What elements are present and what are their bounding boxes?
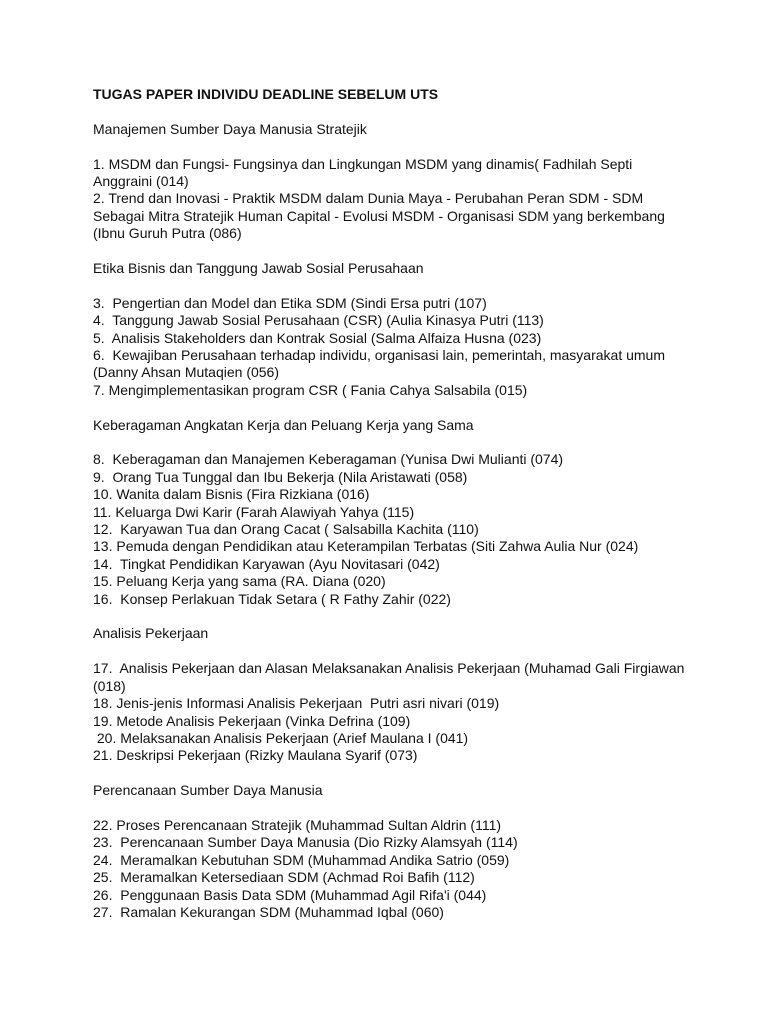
document-page (93, 86, 693, 921)
list-item: 22. Proses Perencanaan Stratejik (Muhammad Sultan Aldrin (111) (93, 816, 502, 833)
list-item: 1. MSDM dan Fungsi- Fungsinya dan Lingkungan MSDM yang dinamis( Fadhilah Septi Anggraini (014) (93, 155, 636, 189)
list-item: 26. Penggunaan Basis Data SDM (Muhammad Agil Rifa'i (044) (93, 886, 487, 903)
spacer (93, 765, 693, 782)
list-item: 20. Melaksanakan Analisis Pekerjaan (Arief Maulana I (041) (93, 729, 469, 746)
spacer (93, 277, 693, 294)
section-heading: Manajemen Sumber Daya Manusia Stratejik (93, 120, 367, 137)
list-item: 12. Karyawan Tua dan Orang Cacat ( Salsabilla Kachita (110) (93, 521, 479, 538)
spacer (93, 434, 693, 451)
spacer (93, 800, 693, 817)
list-item: 23. Perencanaan Sumber Daya Manusia (Dio Rizky Alamsyah (114) (93, 834, 518, 851)
list-item: 19. Metode Analisis Pekerjaan (Vinka Defrina (109) (93, 712, 411, 729)
list-item: 13. Pemuda dengan Pendidikan atau Keterampilan Terbatas (Siti Zahwa Aulia Nur (024) (93, 538, 639, 555)
spacer (93, 608, 693, 625)
list-item: 15. Peluang Kerja yang sama (RA. Diana (020) (93, 573, 386, 590)
list-item: 21. Deskripsi Pekerjaan (Rizky Maulana Syarif (073) (93, 747, 418, 764)
section-heading: Analisis Pekerjaan (93, 625, 209, 642)
list-item: 6. Kewajiban Perusahaan terhadap individu, organisasi lain, pemerintah, masyarakat umum (Danny Ahsan Mutaqien (056) (93, 347, 669, 381)
list-item: 11. Keluarga Dwi Karir (Farah Alawiyah Yahya (115) (93, 503, 415, 520)
list-item: 7. Mengimplementasikan program CSR ( Fania Cahya Salsabila (015) (93, 381, 528, 398)
list-item: 8. Keberagaman dan Manajemen Keberagaman (Yunisa Dwi Mulianti (074) (93, 451, 564, 468)
spacer (93, 243, 693, 260)
list-item: 25. Meramalkan Ketersediaan SDM (Achmad Roi Bafih (112) (93, 869, 475, 886)
list-item: 10. Wanita dalam Bisnis (Fira Rizkiana (016) (93, 486, 370, 503)
list-item: 3. Pengertian dan Model dan Etika SDM (Sindi Ersa putri (107) (93, 294, 487, 311)
list-item: 18. Jenis-jenis Informasi Analisis Pekerjaan Putri asri nivari (019) (93, 695, 500, 712)
section-heading: Keberagaman Angkatan Kerja dan Peluang Kerja yang Sama (93, 416, 474, 433)
list-item: 16. Konsep Perlakuan Tidak Setara ( R Fathy Zahir (022) (93, 590, 451, 607)
spacer (93, 138, 693, 155)
section-heading: Etika Bisnis dan Tanggung Jawab Sosial Perusahaan (93, 260, 424, 277)
section-heading: Perencanaan Sumber Daya Manusia (93, 782, 323, 799)
list-item: 5. Analisis Stakeholders dan Kontrak Sosial (Salma Alfaiza Husna (023) (93, 329, 542, 346)
spacer (93, 399, 693, 416)
list-item: 2. Trend dan Inovasi - Praktik MSDM dalam Dunia Maya - Perubahan Peran SDM - SDM Sebagai Mitra Stratejik Human Capital - Evolusi MSDM - Organisasi SDM yang berkembang (Ibnu Guruh Putra (086) (93, 190, 669, 242)
list-item: 17. Analisis Pekerjaan dan Alasan Melaksanakan Analisis Pekerjaan (Muhamad Gali Firgiawan (018) (93, 660, 689, 694)
list-item: 24. Meramalkan Kebutuhan SDM (Muhammad Andika Satrio (059) (93, 851, 510, 868)
list-item: 14. Tingkat Pendidikan Karyawan (Ayu Novitasari (042) (93, 555, 440, 572)
list-item: 9. Orang Tua Tunggal dan Ibu Bekerja (Nila Aristawati (058) (93, 468, 468, 485)
spacer (93, 643, 693, 660)
list-item: 27. Ramalan Kekurangan SDM (Muhammad Iqbal (060) (93, 903, 444, 920)
document-title: TUGAS PAPER INDIVIDU DEADLINE SEBELUM UTS (93, 86, 439, 102)
list-item: 4. Tanggung Jawab Sosial Perusahaan (CSR) (Aulia Kinasya Putri (113) (93, 312, 544, 329)
spacer (93, 103, 693, 120)
